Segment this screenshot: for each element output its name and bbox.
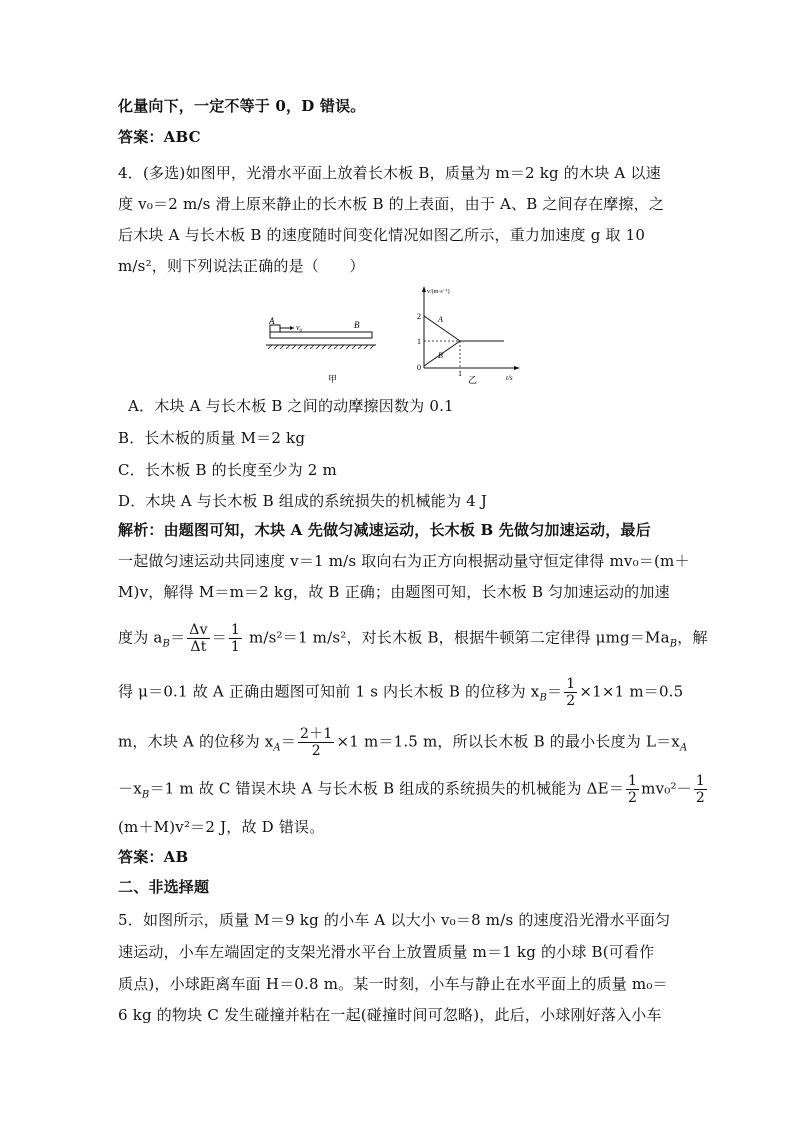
question-5-line: 速运动，小车左端固定的支架光滑水平台上放置质量 m＝1 kg 的小球 B(可看作 [118, 943, 655, 961]
text: －x [118, 779, 142, 798]
x-axis-label: t/s [506, 374, 513, 382]
graph-label-a: A [438, 315, 443, 324]
answer-line: 答案：ABC [118, 128, 201, 146]
text-line: 化量向下，一定不等于 0，D 错误。 [118, 97, 366, 115]
y-axis-label: v/(m·s⁻¹) [427, 289, 450, 295]
numerator: 1 [230, 622, 241, 638]
numerator: 2＋1 [300, 726, 333, 742]
numerator: 1 [628, 773, 638, 789]
xtick-1: 1 [458, 369, 462, 378]
text: 度为 a [118, 628, 163, 647]
subscript: B [669, 638, 678, 650]
text: ×1 m＝1.5 m，所以长木板 B 的最小长度为 L＝x [336, 732, 680, 751]
question-4-line: 度 v₀＝2 m/s 滑上原来静止的长木板 B 的上表面，由于 A、B 之间存在摩擦，之 [118, 195, 665, 213]
text: 得 μ＝0.1 故 A 正确由题图可知前 1 s 内长木板 B 的位移为 x [118, 682, 540, 701]
caption-yi: 乙 [468, 375, 478, 385]
solution-line: (m＋M)v²＝2 J，故 D 错误。 [118, 818, 325, 836]
subscript: B [141, 789, 150, 801]
solution-line-mu: 得 μ＝0.1 故 A 正确由题图可知前 1 s 内长木板 B 的位移为 $x_B=$ $\frac{1}{2}$ ×1×1 m＝0.5 [118, 676, 684, 709]
solution-line-accel: 度为 $a_B=$ $\frac{\Delta v}{\Delta t}$ ＝ $\frac{1}{1}$ m/s²＝1 m/s²，对长木板 B，根据牛顿第二定律得 $\mu mg=Ma_B$，解 [118, 622, 708, 655]
answer-line: 答案：AB [118, 848, 189, 866]
fraction-dv-dt [187, 622, 209, 655]
subscript: B [539, 692, 548, 704]
subscript: A [679, 742, 688, 754]
question-4-line: 后木块 A 与长木板 B 的速度随时间变化情况如图乙所示，重力加速度 g 取 10 [118, 226, 646, 244]
figure-yi-vt-graph [408, 284, 526, 386]
denominator: 1 [230, 639, 241, 655]
figure-jia [262, 314, 382, 384]
option-d: D．木块 A 与长木板 B 组成的系统损失的机械能为 4 J [118, 492, 488, 510]
text: m/s²＝1 m/s²，对长木板 B，根据牛顿第二定律得 μmg＝Ma [248, 628, 670, 647]
solution-line-displacement: m，木块 A 的位移为 $x_A=$ $\frac{2+1}{2}$ ×1 m＝1.5 m，所以长木板 B 的最小长度为 $L=x_A$ [118, 726, 688, 759]
denominator: 2 [311, 743, 321, 759]
denominator: Δt [190, 639, 207, 655]
fraction-3-2 [298, 726, 334, 759]
fraction-half [626, 773, 639, 806]
solution-line: M)v，解得 M＝m＝2 kg，故 B 正确；由题图可知，长木板 B 匀加速运动的加速 [118, 583, 670, 601]
text: m，木块 A 的位移为 x [118, 732, 274, 751]
question-5-line: 5．如图所示，质量 M＝9 kg 的小车 A 以大小 v₀＝8 m/s 的速度沿光滑水平面匀 [118, 911, 671, 929]
option-b: B．长木板的质量 M＝2 kg [118, 429, 306, 447]
label-v0: v₀ [296, 323, 303, 332]
section-heading: 二、非选择题 [118, 878, 210, 896]
solution-line-energy [118, 773, 705, 806]
text: ×1×1 m＝0.5 [579, 682, 684, 701]
caption-jia: 甲 [328, 374, 338, 384]
text: ＝ [170, 628, 186, 647]
text: mv₀²－ [641, 779, 692, 798]
subscript: B [162, 638, 171, 650]
label-a: A [269, 316, 275, 326]
fraction-half [564, 676, 577, 709]
question-5-line: 6 kg 的物块 C 发生碰撞并粘在一起(碰撞时间可忽略)，此后，小球刚好落入小车 [118, 1006, 662, 1024]
question-4-line: m/s²，则下列说法正确的是（ ） [118, 257, 365, 275]
graph-label-b: B [438, 351, 443, 360]
question-5-line: 质点)，小球距离车面 H＝0.8 m。某一时刻，小车与静止在水平面上的质量 m₀＝ [118, 975, 668, 993]
label-b: B [354, 320, 360, 330]
denominator: 2 [628, 790, 638, 806]
fraction-1-1 [229, 622, 242, 655]
option-c: C．长木板 B 的长度至少为 2 m [118, 461, 337, 479]
text: ＝1 m 故 C 错误木块 A 与长木板 B 组成的系统损失的机械能为 ΔE＝ [149, 779, 625, 798]
numerator: 1 [695, 773, 705, 789]
subscript: A [273, 742, 281, 754]
question-4-line: 4．(多选)如图甲，光滑水平面上放着长木板 B，质量为 m＝2 kg 的木块 A 以速 [118, 164, 661, 182]
fraction-half [694, 773, 707, 806]
solution-line: 一起做匀速运动共同速度 v＝1 m/s 取向右为正方向根据动量守恒定律得 mv₀＝(m＋ [118, 552, 690, 570]
text: ，解 [677, 628, 708, 647]
solution-line: 解析：由题图可知，木块 A 先做匀减速运动，长木板 B 先做匀加速运动，最后 [118, 521, 651, 539]
denominator: 2 [695, 790, 705, 806]
numerator: Δv [189, 622, 208, 638]
tick-2: 2 [417, 312, 421, 321]
option-a: A．木块 A 与长木板 B 之间的动摩擦因数为 0.1 [128, 397, 454, 415]
origin-label: 0 [417, 363, 421, 372]
numerator: 1 [566, 676, 576, 692]
tick-1: 1 [417, 337, 421, 346]
denominator: 2 [566, 693, 576, 709]
